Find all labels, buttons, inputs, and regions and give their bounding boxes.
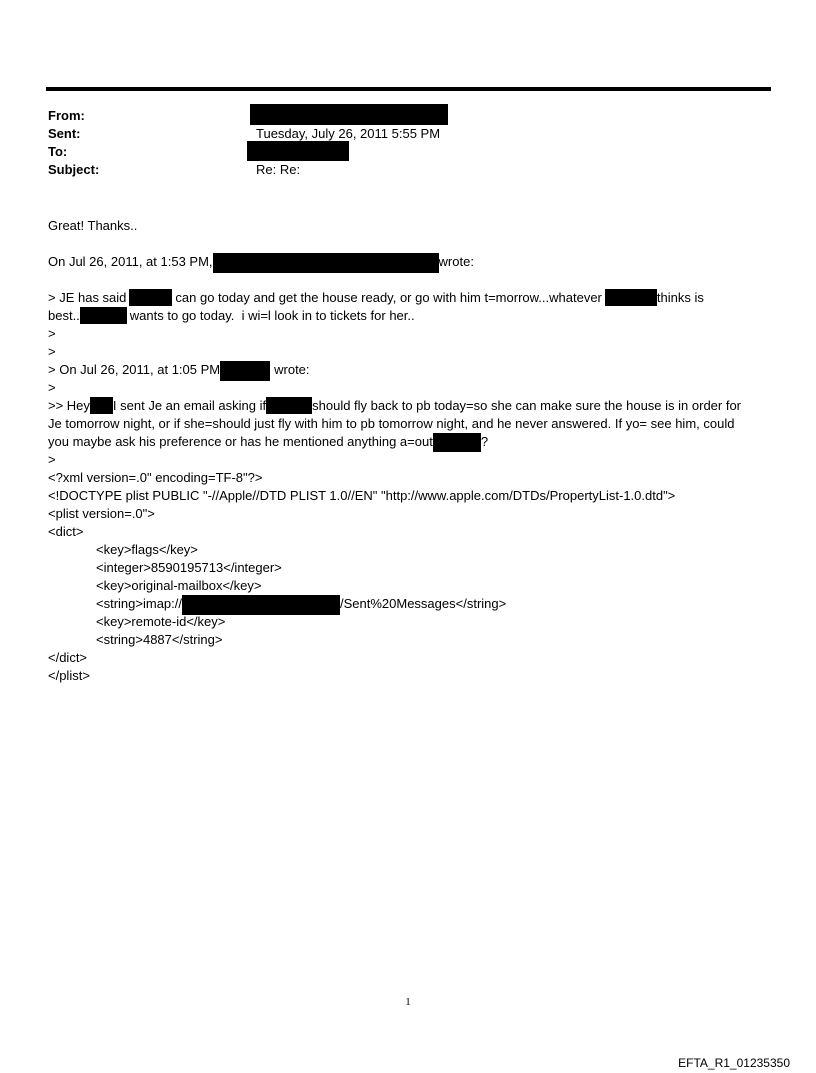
xml-integer: <integer>8590195713</integer>: [96, 560, 282, 575]
xml-key-mailbox: <key>original-mailbox</key>: [96, 578, 262, 593]
xml-doctype: <!DOCTYPE plist PUBLIC "-//Apple//DTD PLIST 1.0//EN" "http://www.apple.com/DTDs/PropertyList-1.0.dtd">: [48, 488, 676, 503]
xml-key-flags: <key>flags</key>: [96, 542, 198, 557]
body-line-2: [48, 307, 415, 324]
sent-value: Tuesday, July 26, 2011 5:55 PM: [256, 126, 441, 141]
xml-string-id: <string>4887</string>: [96, 632, 223, 647]
xml-key-remote-id: <key>remote-id</key>: [96, 614, 226, 629]
redacted-sender-1: [213, 253, 439, 273]
redacted-mailbox: [182, 595, 340, 615]
redacted-name-1: [129, 289, 172, 306]
quote1-line: [48, 253, 474, 273]
body-line-5: [48, 433, 488, 452]
l3-a: >> Hey: [48, 398, 90, 413]
redacted-name-2: [605, 289, 657, 306]
quote-marker: >: [48, 380, 56, 395]
xml-plist-close: </plist>: [48, 668, 90, 683]
xml-dict-close: </dict>: [48, 650, 88, 665]
l3-c: should fly back to pb today=so she can make sure the house is in order for: [312, 398, 742, 413]
body-line-4: Je tomorrow night, or if she=should just fly with him to pb tomorrow night, and he never answered. If yo= see him, could: [48, 416, 735, 431]
l1-c: thinks is: [656, 290, 704, 305]
xml-declaration: <?xml version=.0" encoding=TF-8"?>: [48, 470, 263, 485]
xml-string-imap: [96, 595, 506, 615]
redacted-name-4: [90, 397, 113, 414]
page-number: 1: [405, 996, 411, 1008]
quote2-suffix: wrote:: [274, 362, 310, 377]
greeting: Great! Thanks..: [48, 218, 138, 233]
body-line-1: [48, 289, 704, 306]
l1-a: > JE has said: [48, 290, 127, 305]
subject-label: Subject:: [48, 162, 100, 177]
l5-a: you maybe ask his preference or has he mentioned anything a=out: [48, 434, 433, 449]
quote1-suffix: wrote:: [438, 254, 474, 269]
redacted-name-5: [266, 397, 312, 414]
redacted-name-3: [80, 307, 127, 324]
subject-value: Re: Re:: [256, 162, 301, 177]
xml-dict-open: <dict>: [48, 524, 84, 539]
redacted-sender-2: [220, 361, 270, 381]
header-rule: [46, 87, 771, 91]
quote2-line: [48, 361, 310, 381]
redacted-name-6: [433, 433, 481, 452]
l2-a: best..: [48, 308, 80, 323]
to-label: To:: [48, 144, 68, 159]
quote-marker: >: [48, 344, 56, 359]
l3-b: I sent Je an email asking if: [112, 398, 267, 413]
redacted-from: [250, 104, 448, 125]
quote2-prefix: > On Jul 26, 2011, at 1:05 PM: [48, 362, 221, 377]
xml8-a: <string>imap://: [96, 596, 182, 611]
redacted-to: [247, 141, 349, 161]
body-line-3: [48, 397, 741, 414]
document-id: EFTA_R1_01235350: [678, 1056, 790, 1070]
quote-marker: >: [48, 452, 56, 467]
l1-b: can go today and get the house ready, or go with him t=morrow...whatever: [175, 290, 602, 305]
xml8-b: /Sent%20Messages</string>: [340, 596, 507, 611]
quote1-prefix: On Jul 26, 2011, at 1:53 PM,: [48, 254, 213, 269]
quote-marker: >: [48, 326, 56, 341]
sent-label: Sent:: [48, 126, 81, 141]
l2-b: wants to go today. i wi=l look in to tickets for her..: [129, 308, 415, 323]
from-label: From:: [48, 108, 85, 123]
xml-plist-open: <plist version=.0">: [48, 506, 155, 521]
l5-b: ?: [480, 434, 489, 449]
